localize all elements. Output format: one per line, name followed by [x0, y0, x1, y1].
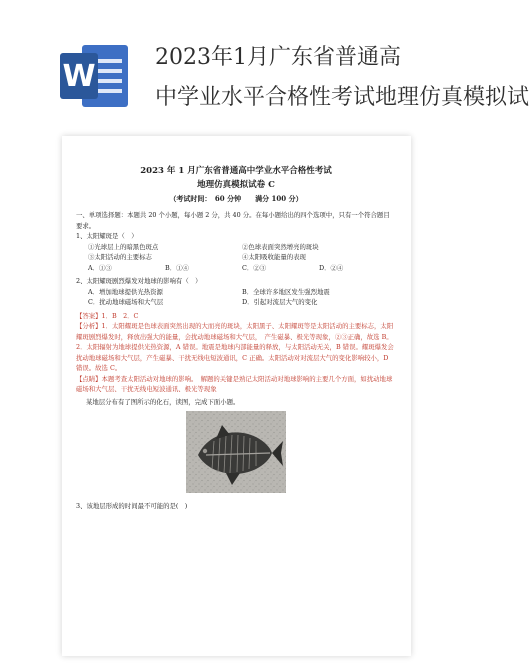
q2-option: C．扰动地球磁场和大气层 [88, 298, 164, 306]
doc-subtitle: 地理仿真模拟试卷 C [197, 180, 275, 190]
q2-option: B．全球许多地区发生强烈地震 [242, 287, 330, 296]
comment: 【点睛】本题考查太阳活动对地球的影响。 解题的关键是熟记太阳活动对地球影响的主要几个方面，如扰动地球磁场和大气层、干扰无线电短波通讯、极光等现象 [76, 374, 393, 393]
document-banner [0, 0, 529, 130]
q1-statement: ②色球表面突然增亮的斑块 [242, 242, 319, 251]
analysis-1: 【分析】1．太阳耀斑是色球表面突然出现的大而亮的斑块，太阳黑子、太阳耀斑等是太阳活动的主要标志，太阳耀斑剧烈爆发时，释放出强大的能量，会扰动地球磁场和大气层， 产生磁暴、极光等现象，②③正确，故选 B。 [76, 322, 394, 341]
answer-key: 【答案】1．B 2．C [76, 311, 139, 320]
q1-statement: ①光球层上的暗黑色斑点 [88, 242, 159, 251]
document-content [76, 150, 396, 512]
q1-statement: ③太阳活动的主要标志 [88, 253, 152, 261]
analysis-2: 2．太阳辐射为地球提供光热资源，A 错误。地震是地球内部能量的释放，与太阳活动无关，B 错误。耀斑爆发会扰动地球磁场和大气层，产生磁暴、干扰无线电短波通讯，C 正确。太阳活动对对流层大气的变化影响较小，D 错误。故选 C。 [76, 343, 394, 372]
banner-title [155, 38, 529, 118]
q2-option: D．引起对流层大气的变化 [242, 298, 318, 306]
fish-fossil-image [186, 411, 286, 493]
q2-option: A．增加地球提供光热资源 [88, 287, 163, 296]
image-note: 某地层分布有了图所示的化石，读图，完成下面小题。 [86, 397, 240, 406]
question-2-stem: 2、太阳耀斑剧烈爆发对地球的影响有（ ） [76, 277, 202, 285]
exam-info: （考试时间： 60 分钟 满分 100 分） [169, 194, 303, 203]
doc-title: 2023 年 1 月广东省普通高中学业水平合格性考试 [140, 166, 332, 176]
word-icon-letter: W [60, 53, 98, 99]
banner-title-line-1: 2023年1月广东省普通高 [155, 45, 401, 70]
word-icon [60, 45, 130, 107]
q1-choice: C．②③ [242, 263, 267, 272]
q1-choice: D．②④ [319, 263, 344, 272]
instructions: 一、单项选择题：本题共 20 个小题，每小题 2 分，共 40 分。在每小题给出的四个选项中，只有一个符合题目要求。 [76, 211, 390, 230]
question-1-stem: 1、太阳耀斑是（ ） [76, 232, 138, 240]
question-1-statements [88, 242, 396, 263]
question-3-stem: 3、该地层形成的时间最不可能的是( ) [76, 502, 188, 510]
answer-section [76, 311, 396, 395]
document-page-preview[interactable] [62, 136, 411, 656]
banner-title-line-2: 中学业水平合格性考试地理仿真模拟试 [155, 85, 529, 110]
question-2-options [88, 287, 396, 308]
question-1-choices [88, 263, 396, 274]
q1-choice: B．①④ [165, 263, 189, 272]
q1-choice: A．①③ [88, 263, 112, 272]
q1-statement: ④太阳吸收能量的表现 [242, 253, 306, 261]
